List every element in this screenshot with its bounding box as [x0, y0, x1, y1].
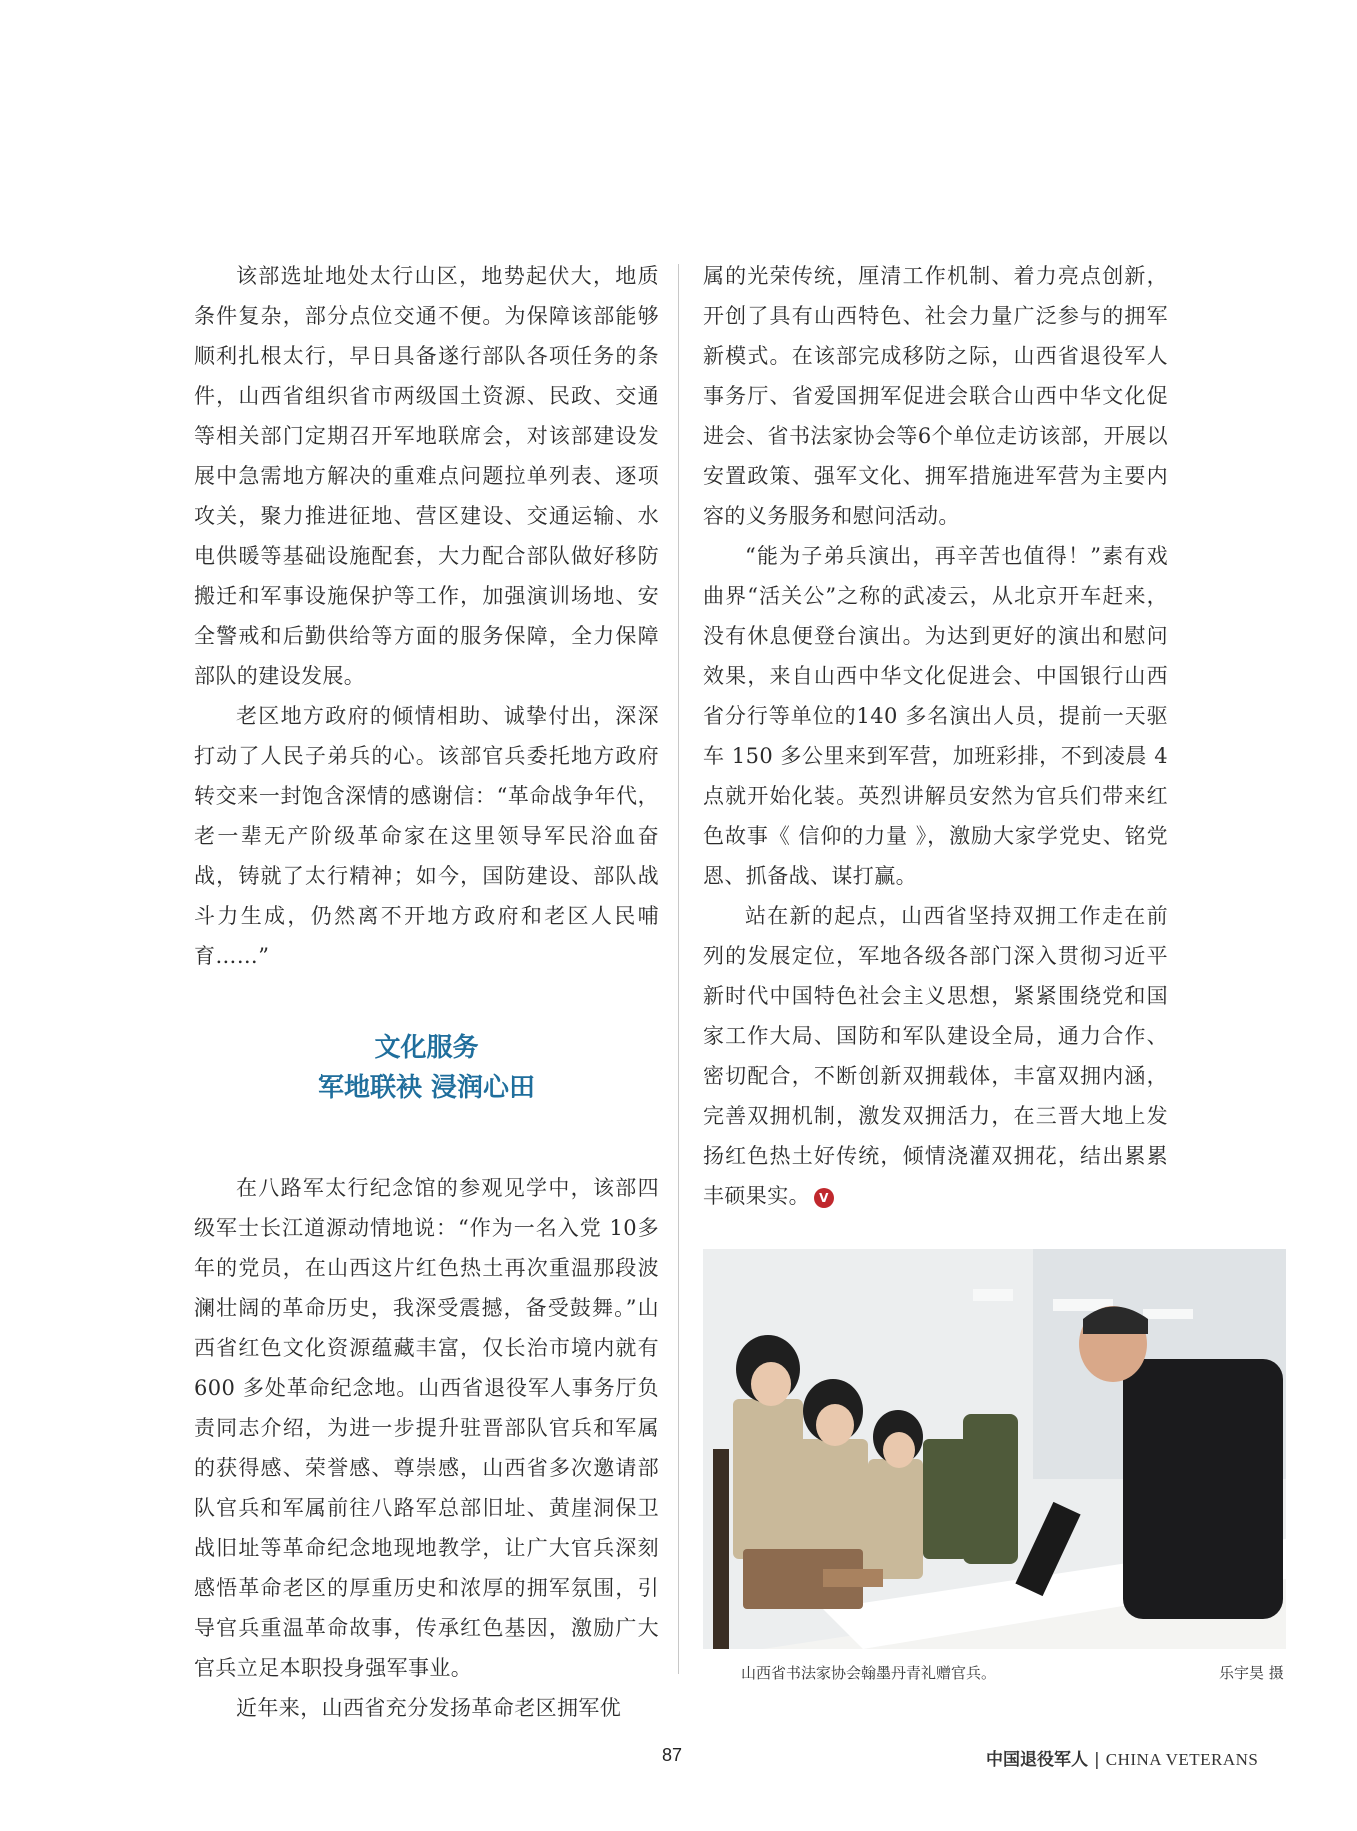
- section-heading-line1: 文化服务: [374, 1033, 479, 1063]
- section-heading: [194, 1028, 659, 1108]
- article-photo: [703, 1249, 1286, 1649]
- paragraph-site-support: 该部选址地处太行山区，地势起伏大，地质条件复杂，部分点位交通不便。为保障该部能够顺利扎根太行，早日具备遂行部队各项任务的条件，山西省组织省市两级国土资源、民政、交通等相关部门定期召开军地联席会，对该部建设发展中急需地方解决的重难点问题拉单列表、逐项攻关，聚力推进征地、营区建设、交通运输、水电供暖等基础设施配套，大力配合部队做好移防搬迁和军事设施保护等工作，加强演训场地、安全警戒和后勤供给等方面的服务保障，全力保障部队的建设发展。: [194, 264, 659, 688]
- paragraph-new-starting-point: [703, 896, 1168, 1216]
- column-divider: [678, 264, 679, 1674]
- right-column: [703, 256, 1168, 1216]
- left-column: [194, 256, 659, 1728]
- paragraph-continuation: 属的光荣传统，厘清工作机制、着力亮点创新，开创了具有山西特色、社会力量广泛参与的拥军新模式。在该部完成移防之际，山西省退役军人事务厅、省爱国拥军促进会联合山西中华文化促进会、省书法家协会等6个单位走访该部，开展以安置政策、强军文化、拥军措施进军营为主要内容的义务服务和慰问活动。: [703, 264, 1168, 528]
- section-heading-line2: 军地联袂 浸润心田: [317, 1073, 536, 1103]
- paragraph-performance: “能为子弟兵演出，再辛苦也值得！”素有戏曲界“活关公”之称的武凌云，从北京开车赶来，没有休息便登台演出。为达到更好的演出和慰问效果，来自山西中华文化促进会、中国银行山西省分行等单位的140 多名演出人员，提前一天驱车 150 多公里来到军营，加班彩排，不到凌晨 4 点就开始化装。英烈讲解员安然为官兵们带来红色故事《 信仰的力量 》，激励大家学党史、铭党恩、抓备战、谋打赢。: [703, 544, 1168, 888]
- end-mark-icon: V: [814, 1188, 834, 1208]
- magazine-footer: [986, 1745, 1258, 1770]
- photo-credit: 乐宇昊 摄: [1219, 1664, 1284, 1682]
- photo-caption: 山西省书法家协会翰墨丹青礼赠官兵。: [741, 1664, 997, 1682]
- page-number: 87: [662, 1745, 683, 1765]
- magazine-name-en: CHINA VETERANS: [1105, 1750, 1259, 1769]
- magazine-name-cn: 中国退役军人: [986, 1750, 1088, 1770]
- calligraphy-photo-illustration: [703, 1249, 1286, 1649]
- paragraph-memorial-visit: 在八路军太行纪念馆的参观见学中，该部四级军士长江道源动情地说：“作为一名入党 10多年的党员，在山西这片红色热土再次重温那段波澜壮阔的革命历史，我深受震撼，备受鼓舞。”山西省红色文化资源蕴藏丰富，仅长治市境内就有600 多处革命纪念地。山西省退役军人事务厅负责同志介绍，为进一步提升驻晋部队官兵和军属的获得感、荣誉感、尊崇感，山西省多次邀请部队官兵和军属前往八路军总部旧址、黄崖洞保卫战旧址等革命纪念地现地教学，让广大官兵深刻感悟革命老区的厚重历史和浓厚的拥军氛围，引导官兵重温革命故事，传承红色基因，激励广大官兵立足本职投身强军事业。: [194, 1176, 659, 1680]
- paragraph-recent-years: 近年来，山西省充分发扬革命老区拥军优: [236, 1696, 622, 1720]
- paragraph-new-starting-point-text: 站在新的起点，山西省坚持双拥工作走在前列的发展定位，军地各级各部门深入贯彻习近平新时代中国特色社会主义思想，紧紧围绕党和国家工作大局、国防和军队建设全局，通力合作、密切配合，不断创新双拥载体，丰富双拥内涵，完善双拥机制，激发双拥活力，在三晋大地上发扬红色热土好传统，倾情浇灌双拥花，结出累累丰硕果实。: [703, 904, 1168, 1208]
- paragraph-thank-letter: 老区地方政府的倾情相助、诚挚付出，深深打动了人民子弟兵的心。该部官兵委托地方政府转交来一封饱含深情的感谢信：“革命战争年代，老一辈无产阶级革命家在这里领导军民浴血奋战，铸就了太行精神；如今，国防建设、部队战斗力生成，仍然离不开地方政府和老区人民哺育……”: [194, 704, 659, 968]
- footer-separator: |: [1094, 1750, 1100, 1770]
